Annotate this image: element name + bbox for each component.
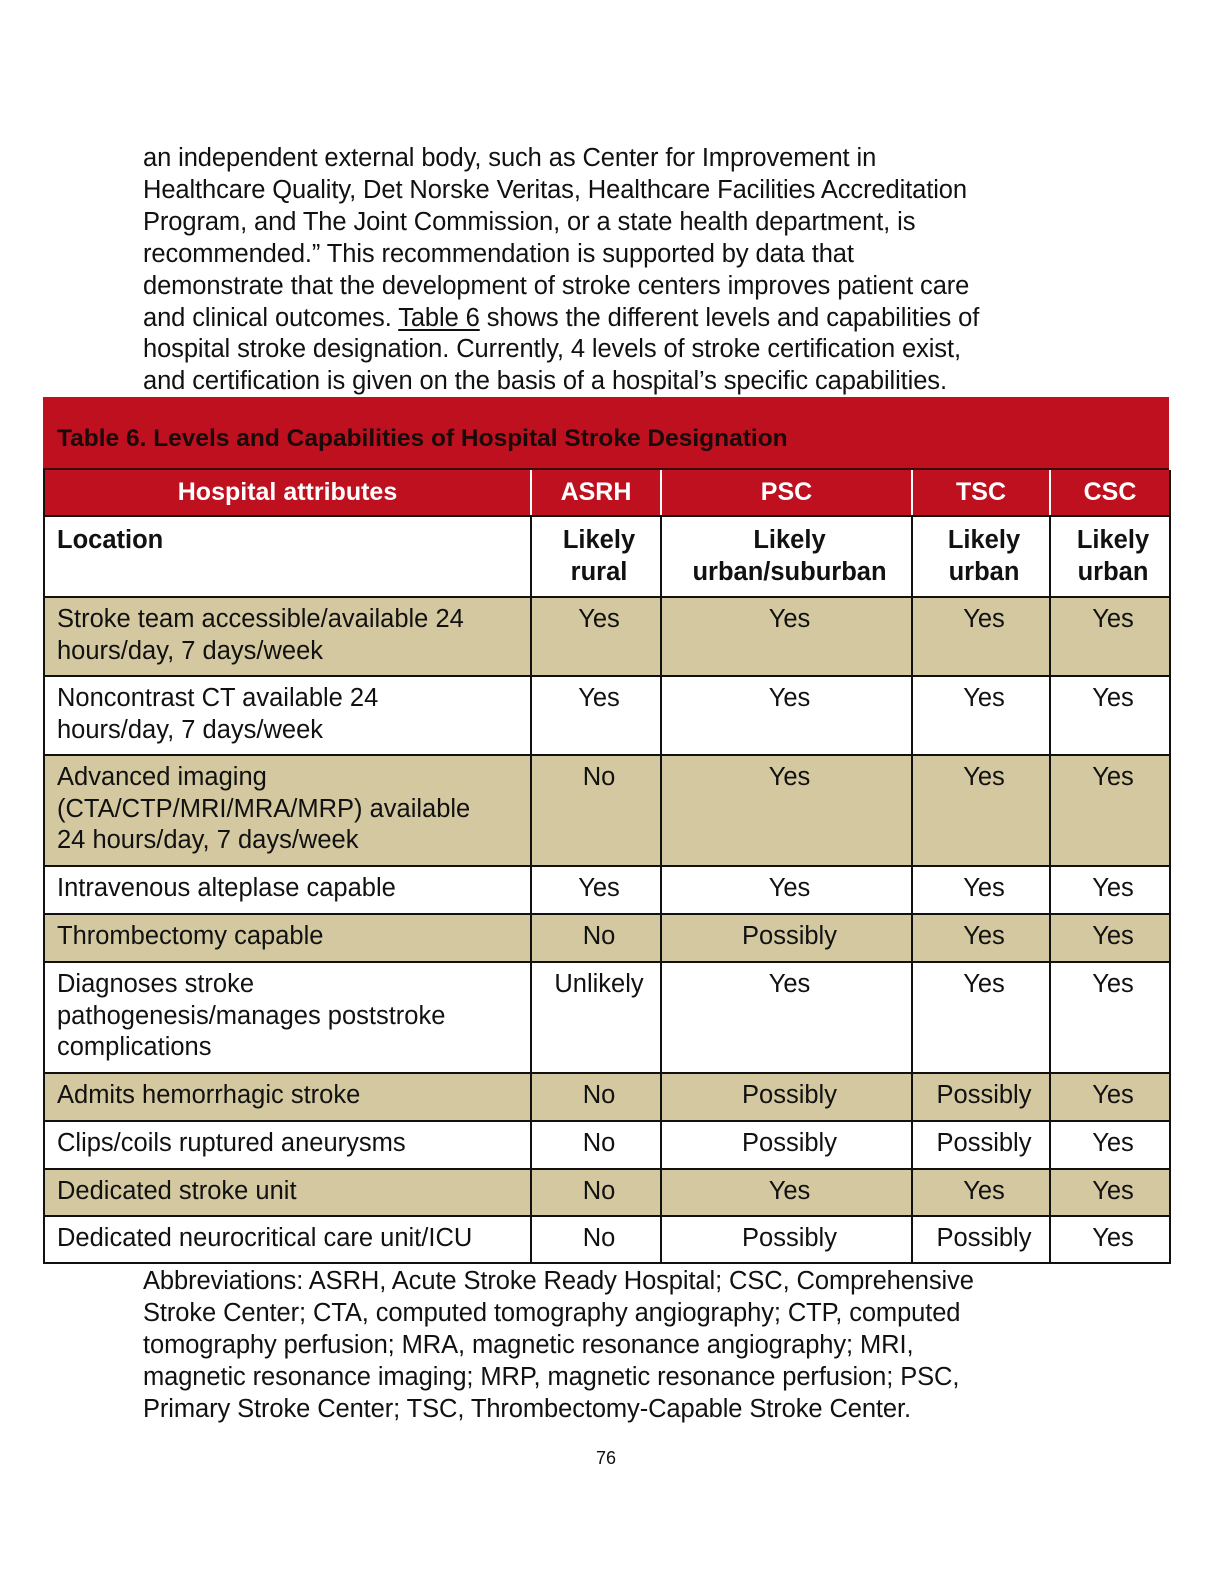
cell-psc: Yes [661, 962, 912, 1073]
cell-line: hours/day, 7 days/week [57, 715, 324, 744]
stroke-designation-table [43, 470, 1171, 1264]
intro-paragraph [143, 143, 1073, 398]
cell-asrh [531, 516, 661, 597]
cell-psc: Yes [661, 1169, 912, 1216]
cell-psc: Yes [661, 597, 912, 676]
column-header-asrh: ASRH [531, 470, 661, 516]
cell-csc: Yes [1050, 597, 1170, 676]
paragraph-line: Healthcare Quality, Det Norske Veritas, Healthcare Facilities Accreditation [143, 175, 967, 204]
cell-line: rural [570, 557, 628, 586]
cell-line: Likely [753, 526, 826, 554]
cell-line: hours/day, 7 days/week [57, 636, 324, 665]
cell-line: urban [1077, 557, 1149, 586]
cell-asrh: No [531, 1169, 661, 1216]
page-number: 76 [595, 1448, 617, 1468]
abbreviation-line: Primary Stroke Center; TSC, Thrombectomy-Capable Stroke Center. [143, 1394, 911, 1423]
table-row [44, 1216, 1170, 1263]
cell-asrh: No [531, 914, 661, 962]
paragraph-line: Program, and The Joint Commission, or a state health department, is [143, 207, 916, 236]
cell-asrh: No [531, 755, 661, 866]
cell-csc: Yes [1050, 1121, 1170, 1169]
cell-asrh: Unlikely [531, 962, 661, 1073]
row-label: Clips/coils ruptured aneurysms [44, 1121, 531, 1169]
cell-psc: Yes [661, 676, 912, 755]
cell-line: Likely [562, 526, 636, 554]
row-label: Intravenous alteplase capable [44, 866, 531, 914]
cell-csc: Yes [1050, 755, 1170, 866]
paragraph-text: shows the different levels and capabilities of [479, 303, 980, 332]
cell-csc: Yes [1050, 1073, 1170, 1121]
cell-line: Diagnoses stroke [57, 970, 255, 998]
cell-tsc: Yes [912, 597, 1050, 676]
cell-line: complications [57, 1033, 212, 1061]
paragraph-text: and clinical outcomes. [143, 303, 399, 332]
cell-tsc: Yes [912, 866, 1050, 914]
cell-psc [661, 516, 912, 597]
cell-line: Stroke team accessible/available 24 [57, 605, 464, 633]
cell-asrh: No [531, 1216, 661, 1263]
cell-psc: Possibly [661, 914, 912, 962]
row-label [44, 597, 531, 676]
paragraph-line: and certification is given on the basis of a hospital’s specific capabilities. [143, 367, 947, 396]
table-row [44, 914, 1170, 962]
cell-tsc: Yes [912, 1169, 1050, 1216]
table-row [44, 597, 1170, 676]
cell-tsc: Possibly [912, 1216, 1050, 1263]
cell-asrh: Yes [531, 676, 661, 755]
row-label: Location [44, 516, 531, 597]
cell-tsc [912, 516, 1050, 597]
row-label [44, 962, 531, 1073]
cell-tsc: Possibly [912, 1121, 1050, 1169]
row-label: Dedicated stroke unit [44, 1169, 531, 1216]
table-header-row [44, 470, 1170, 516]
cell-line: pathogenesis/manages poststroke [57, 1001, 446, 1030]
table-6-link[interactable]: Table 6 [398, 303, 480, 332]
column-header-psc: PSC [661, 470, 912, 516]
cell-psc: Yes [661, 866, 912, 914]
cell-tsc: Possibly [912, 1073, 1050, 1121]
cell-tsc: Yes [912, 676, 1050, 755]
cell-csc: Yes [1050, 962, 1170, 1073]
cell-csc [1050, 516, 1170, 597]
cell-line: Noncontrast CT available 24 [57, 684, 379, 712]
cell-csc: Yes [1050, 1216, 1170, 1263]
cell-tsc: Yes [912, 962, 1050, 1073]
abbreviation-line: Abbreviations: ASRH, Acute Stroke Ready Hospital; CSC, Comprehensive [143, 1267, 974, 1295]
table-row [44, 1121, 1170, 1169]
paragraph-line: hospital stroke designation. Currently, 4 levels of stroke certification exist, [143, 335, 961, 364]
cell-asrh: Yes [531, 597, 661, 676]
cell-tsc: Yes [912, 914, 1050, 962]
cell-csc: Yes [1050, 914, 1170, 962]
cell-tsc: Yes [912, 755, 1050, 866]
table-row [44, 755, 1170, 866]
column-header-attributes: Hospital attributes [44, 470, 531, 516]
paragraph-line: demonstrate that the development of stroke centers improves patient care [143, 271, 970, 300]
table-row [44, 1073, 1170, 1121]
cell-psc: Possibly [661, 1216, 912, 1263]
cell-line: urban/suburban [692, 557, 887, 586]
paragraph-line: an independent external body, such as Center for Improvement in [143, 144, 877, 172]
cell-asrh: No [531, 1121, 661, 1169]
row-label: Admits hemorrhagic stroke [44, 1073, 531, 1121]
cell-psc: Yes [661, 755, 912, 866]
cell-csc: Yes [1050, 1169, 1170, 1216]
cell-line: Likely [1076, 526, 1150, 554]
cell-psc: Possibly [661, 1121, 912, 1169]
cell-line: urban [948, 557, 1020, 586]
table-row [44, 1169, 1170, 1216]
column-header-tsc: TSC [912, 470, 1050, 516]
cell-csc: Yes [1050, 866, 1170, 914]
stroke-designation-table-container [43, 397, 1169, 1264]
column-header-csc: CSC [1050, 470, 1170, 516]
table-row [44, 676, 1170, 755]
cell-asrh: Yes [531, 866, 661, 914]
table-caption: Table 6. Levels and Capabilities of Hospital Stroke Designation [43, 397, 1169, 470]
row-label [44, 676, 531, 755]
table-row [44, 866, 1170, 914]
cell-line: (CTA/CTP/MRI/MRA/MRP) available [57, 794, 471, 823]
row-label [44, 755, 531, 866]
table-abbreviations-note [143, 1266, 1083, 1426]
cell-psc: Possibly [661, 1073, 912, 1121]
table-row [44, 962, 1170, 1073]
cell-line: Advanced imaging [57, 763, 267, 791]
paragraph-line: recommended.” This recommendation is supported by data that [143, 239, 854, 268]
cell-asrh: No [531, 1073, 661, 1121]
cell-line: Likely [947, 526, 1021, 554]
abbreviation-line: tomography perfusion; MRA, magnetic resonance angiography; MRI, [143, 1330, 914, 1359]
abbreviation-line: Stroke Center; CTA, computed tomography angiography; CTP, computed [143, 1298, 961, 1327]
paragraph-line-with-link [143, 303, 1073, 335]
row-label: Thrombectomy capable [44, 914, 531, 962]
cell-csc: Yes [1050, 676, 1170, 755]
abbreviation-line: magnetic resonance imaging; MRP, magnetic resonance perfusion; PSC, [143, 1362, 960, 1391]
location-row [44, 516, 1170, 597]
cell-line: 24 hours/day, 7 days/week [57, 826, 359, 854]
row-label: Dedicated neurocritical care unit/ICU [44, 1216, 531, 1263]
